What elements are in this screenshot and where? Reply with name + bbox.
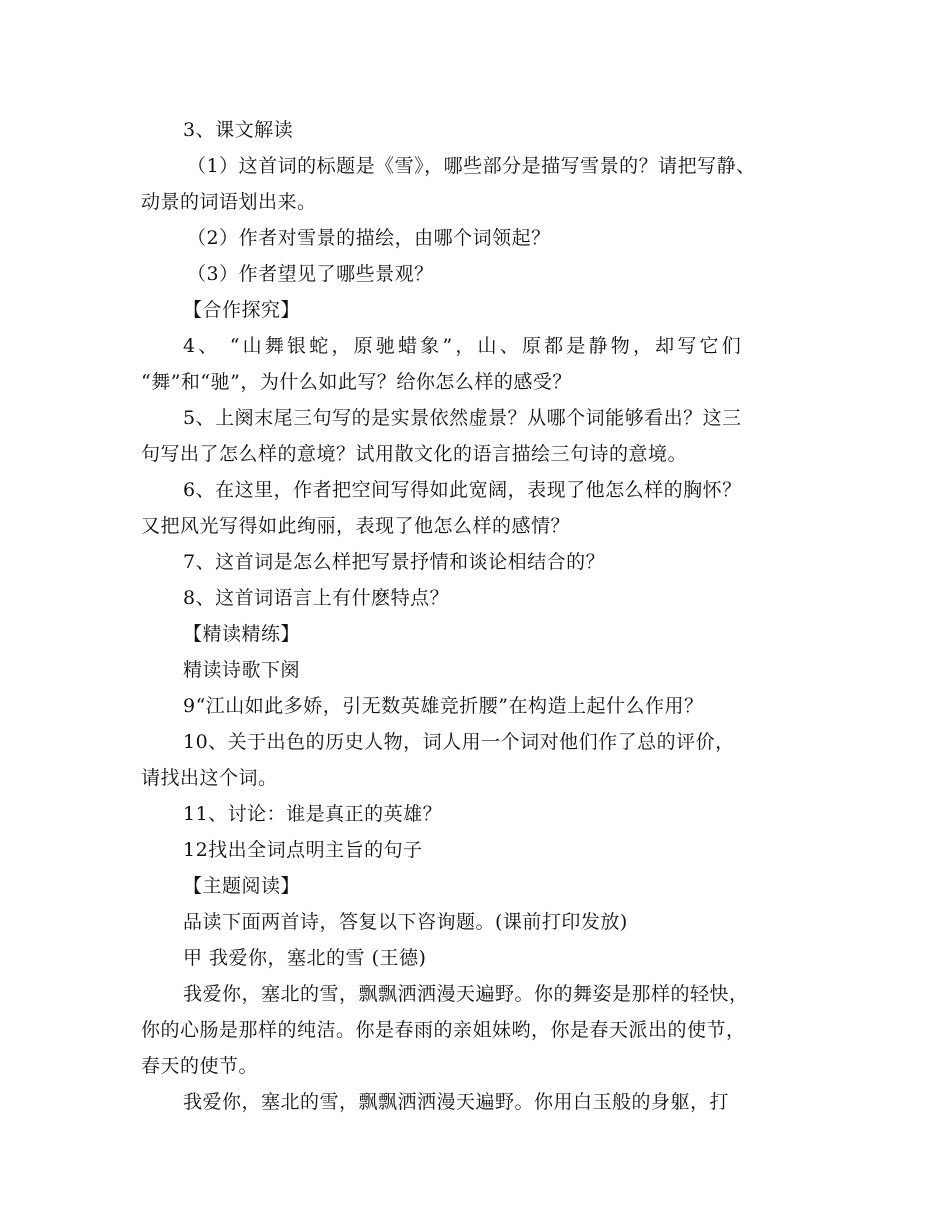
section-heading-close-reading: 【精读精练】 xyxy=(183,623,301,645)
theme-reading-instruction: 品读下面两首诗，答复以下咨询题。(课前打印发放) xyxy=(183,911,628,933)
question-12: 12找出全词点明主旨的句子 xyxy=(183,839,423,861)
question-6-line-2: 又把风光写得如此绚丽，表现了他怎么样的感情？ xyxy=(141,515,571,537)
question-4-line-1: 4、 “山舞银蛇，原驰蜡象”，山、原都是静物，却写它们 xyxy=(183,335,744,357)
question-3: （3）作者望见了哪些景观？ xyxy=(187,263,434,285)
section-heading-cooperative-inquiry: 【合作探究】 xyxy=(183,299,301,321)
question-1-line-2: 动景的词语划出来。 xyxy=(141,191,317,213)
question-2: （2）作者对雪景的描绘，由哪个词领起？ xyxy=(187,227,551,249)
section-heading-theme-reading: 【主题阅读】 xyxy=(183,875,301,897)
question-10-line-2: 请找出这个词。 xyxy=(141,767,278,789)
poem-a-stanza-1-line-2: 你的心肠是那样的纯洁。你是春雨的亲姐妹哟，你是春天派出的使节， xyxy=(141,1019,746,1041)
question-6-line-1: 6、在这里，作者把空间写得如此宽阔，表现了他怎么样的胸怀？ xyxy=(183,479,742,501)
poem-a-stanza-1-line-1: 我爱你，塞北的雪，飘飘洒洒漫天遍野。你的舞姿是那样的轻快， xyxy=(183,983,749,1005)
question-9: 9“江山如此多娇，引无数英雄竞折腰”在构造上起什么作用？ xyxy=(183,695,704,717)
question-5-line-1: 5、上阕末尾三句写的是实景依然虚景？从哪个词能够看出？这三 xyxy=(183,407,742,429)
question-5-line-2: 句写出了怎么样的意境？试用散文化的语言描绘三句诗的意境。 xyxy=(141,443,688,465)
question-11: 11、讨论：谁是真正的英雄？ xyxy=(183,803,443,825)
question-10-line-1: 10、关于出色的历史人物，词人用一个词对他们作了总的评价， xyxy=(183,731,735,753)
question-8: 8、这首词语言上有什麽特点？ xyxy=(183,587,450,609)
question-7: 7、这首词是怎么样把写景抒情和谈论相结合的？ xyxy=(183,551,606,573)
question-1-line-1: （1）这首词的标题是《雪》，哪些部分是描写雪景的？请把写静、 xyxy=(187,155,756,177)
poem-a-title: 甲 我爱你，塞北的雪 (王德) xyxy=(183,947,427,969)
poem-a-stanza-2-line-1: 我爱你，塞北的雪，飘飘洒洒漫天遍野。你用白玉般的身躯，打 xyxy=(183,1091,730,1113)
close-reading-instruction: 精读诗歌下阕 xyxy=(183,659,301,681)
section-heading-text-reading: 3、课文解读 xyxy=(183,119,294,141)
poem-a-stanza-1-line-3: 春天的使节。 xyxy=(141,1055,259,1077)
question-4-line-2: “舞”和“驰”，为什么如此写？给你怎么样的感受？ xyxy=(141,371,572,393)
